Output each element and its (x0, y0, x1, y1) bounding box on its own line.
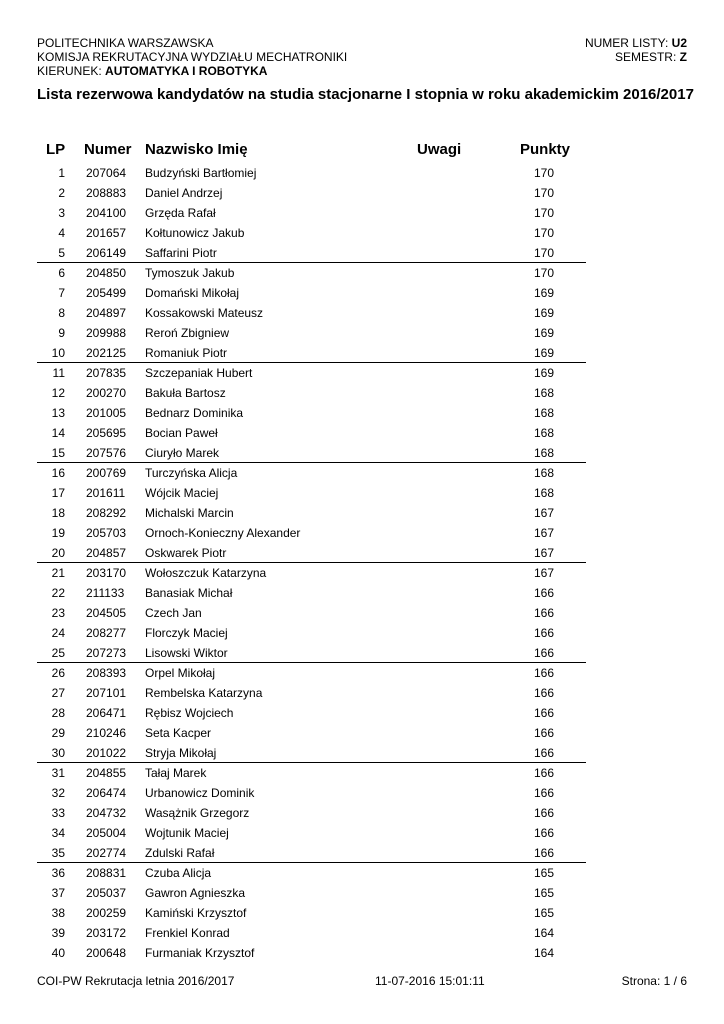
table-row (0, 683, 724, 703)
cell-points: 168 (533, 486, 554, 500)
cell-name: Saffarini Piotr (145, 246, 217, 260)
cell-numer: 207576 (86, 446, 127, 460)
table-row (0, 703, 724, 723)
cell-points: 165 (533, 886, 554, 900)
cell-points: 166 (533, 706, 554, 720)
table-row (0, 583, 724, 603)
cell-points: 166 (533, 626, 554, 640)
cell-lp: 36 (51, 866, 65, 880)
cell-points: 167 (533, 546, 554, 560)
cell-lp: 2 (58, 186, 65, 200)
cell-name: Szczepaniak Hubert (145, 366, 253, 380)
table-row (0, 643, 724, 663)
cell-numer: 202125 (86, 346, 127, 360)
cell-lp: 32 (51, 786, 65, 800)
cell-points: 167 (533, 506, 554, 520)
semester (585, 50, 687, 64)
cell-points: 166 (533, 606, 554, 620)
cell-numer: 204855 (86, 766, 127, 780)
cell-lp: 33 (51, 806, 65, 820)
cell-name: Kossakowski Mateusz (145, 306, 264, 320)
cell-lp: 35 (51, 846, 65, 860)
table-row (0, 883, 724, 903)
cell-lp: 16 (51, 466, 65, 480)
cell-points: 166 (533, 766, 554, 780)
table-row (0, 283, 724, 303)
table-row (0, 183, 724, 203)
cell-points: 168 (533, 386, 554, 400)
cell-numer: 206474 (86, 786, 127, 800)
footer-page-number: Strona: 1 / 6 (621, 974, 687, 988)
page-title: Lista rezerwowa kandydatów na studia stacjonarne I stopnia w roku akademickim 2016/2017 (37, 86, 694, 103)
cell-numer: 200648 (86, 946, 127, 960)
cell-points: 170 (533, 226, 554, 240)
table-row (0, 843, 724, 863)
cell-numer: 205703 (86, 526, 127, 540)
cell-points: 166 (533, 826, 554, 840)
cell-points: 169 (533, 286, 554, 300)
cell-points: 168 (533, 446, 554, 460)
cell-name: Domański Mikołaj (145, 286, 240, 300)
table-row (0, 343, 724, 363)
cell-lp: 18 (51, 506, 65, 520)
table-row (0, 743, 724, 763)
cell-lp: 10 (51, 346, 65, 360)
cell-points: 170 (533, 166, 554, 180)
cell-numer: 200270 (86, 386, 127, 400)
cell-lp: 12 (51, 386, 65, 400)
cell-points: 170 (533, 206, 554, 220)
cell-lp: 28 (51, 706, 65, 720)
cell-numer: 205695 (86, 426, 127, 440)
header-institution (37, 36, 347, 78)
cell-lp: 13 (51, 406, 65, 420)
cell-lp: 3 (58, 206, 65, 220)
cell-name: Wójcik Maciej (145, 486, 219, 500)
table-row (0, 163, 724, 183)
table-row (0, 723, 724, 743)
cell-lp: 1 (58, 166, 65, 180)
table-row (0, 483, 724, 503)
table-row (0, 463, 724, 483)
cell-points: 166 (533, 726, 554, 740)
cell-points: 166 (533, 786, 554, 800)
table-row (0, 423, 724, 443)
cell-points: 166 (533, 686, 554, 700)
cell-name: Romaniuk Piotr (145, 346, 228, 360)
cell-lp: 22 (51, 586, 65, 600)
cell-name: Wojtunik Maciej (145, 826, 229, 840)
cell-points: 167 (533, 526, 554, 540)
cell-name: Furmaniak Krzysztof (145, 946, 255, 960)
table-row (0, 663, 724, 683)
cell-lp: 8 (58, 306, 65, 320)
cell-points: 169 (533, 306, 554, 320)
cell-numer: 201657 (86, 226, 127, 240)
cell-numer: 206471 (86, 706, 127, 720)
cell-name: Stryja Mikołaj (145, 746, 217, 760)
footer-timestamp: 11-07-2016 15:01:11 (375, 974, 485, 988)
table-row (0, 603, 724, 623)
cell-numer: 208883 (86, 186, 127, 200)
table-row (0, 903, 724, 923)
table-row (0, 543, 724, 563)
cell-lp: 27 (51, 686, 65, 700)
cell-name: Michalski Marcin (145, 506, 234, 520)
cell-name: Seta Kacper (145, 726, 212, 740)
cell-lp: 9 (58, 326, 65, 340)
cell-points: 166 (533, 746, 554, 760)
cell-numer: 205004 (86, 826, 127, 840)
table-row (0, 763, 724, 783)
table-row (0, 303, 724, 323)
cell-points: 165 (533, 866, 554, 880)
table-row (0, 403, 724, 423)
cell-lp: 34 (51, 826, 65, 840)
cell-numer: 208277 (86, 626, 127, 640)
cell-name: Bocian Paweł (145, 426, 218, 440)
semester-label: SEMESTR: (614, 50, 677, 64)
cell-points: 169 (533, 366, 554, 380)
table-row (0, 323, 724, 343)
table-row (0, 503, 724, 523)
cell-points: 168 (533, 406, 554, 420)
cell-points: 166 (533, 586, 554, 600)
column-header-lp: LP (46, 141, 66, 158)
cell-name: Daniel Andrzej (145, 186, 223, 200)
cell-name: Frenkiel Konrad (145, 926, 230, 940)
cell-name: Banasiak Michał (145, 586, 233, 600)
cell-points: 166 (533, 806, 554, 820)
table-header (0, 141, 724, 161)
cell-points: 164 (533, 946, 554, 960)
cell-lp: 40 (51, 946, 65, 960)
cell-name: Rębisz Wojciech (145, 706, 234, 720)
cell-name: Orpel Mikołaj (145, 666, 216, 680)
footer-system: COI-PW Rekrutacja letnia 2016/2017 (37, 974, 235, 988)
cell-lp: 21 (51, 566, 65, 580)
cell-points: 169 (533, 326, 554, 340)
column-header-uwagi: Uwagi (417, 141, 462, 158)
cell-lp: 4 (58, 226, 65, 240)
field-value: AUTOMATYKA I ROBOTYKA (105, 64, 268, 78)
table-row (0, 783, 724, 803)
table-row (0, 203, 724, 223)
table-row (0, 443, 724, 463)
candidate-table (0, 163, 724, 963)
cell-name: Bakuła Bartosz (145, 386, 226, 400)
cell-name: Turczyńska Alicja (145, 466, 238, 480)
cell-lp: 31 (51, 766, 65, 780)
cell-points: 166 (533, 646, 554, 660)
cell-numer: 204100 (86, 206, 127, 220)
cell-numer: 209988 (86, 326, 127, 340)
cell-numer: 201611 (86, 486, 126, 500)
cell-name: Kamiński Krzysztof (145, 906, 247, 920)
table-row (0, 823, 724, 843)
cell-name: Bednarz Dominika (145, 406, 244, 420)
cell-lp: 15 (51, 446, 65, 460)
cell-name: Czuba Alicja (145, 866, 212, 880)
cell-points: 164 (533, 926, 554, 940)
cell-name: Tałaj Marek (145, 766, 207, 780)
cell-lp: 5 (58, 246, 65, 260)
header-list-info (585, 36, 687, 64)
cell-numer: 203170 (86, 566, 127, 580)
column-header-numer: Numer (84, 141, 132, 158)
cell-numer: 201005 (86, 406, 127, 420)
cell-name: Lisowski Wiktor (145, 646, 228, 660)
cell-lp: 25 (51, 646, 65, 660)
cell-numer: 205499 (86, 286, 127, 300)
cell-numer: 208831 (86, 866, 127, 880)
cell-lp: 14 (51, 426, 65, 440)
cell-lp: 26 (51, 666, 65, 680)
semester-value: Z (679, 50, 687, 64)
cell-points: 170 (533, 246, 554, 260)
cell-lp: 7 (58, 286, 65, 300)
cell-numer: 208393 (86, 666, 127, 680)
cell-numer: 204897 (86, 306, 127, 320)
cell-lp: 20 (51, 546, 65, 560)
table-row (0, 923, 724, 943)
table-row (0, 383, 724, 403)
cell-numer: 204850 (86, 266, 127, 280)
table-row (0, 263, 724, 283)
cell-lp: 37 (51, 886, 65, 900)
field-label: KIERUNEK: (37, 64, 102, 78)
cell-name: Gawron Agnieszka (145, 886, 246, 900)
cell-lp: 29 (51, 726, 65, 740)
cell-numer: 204732 (86, 806, 127, 820)
cell-numer: 207101 (86, 686, 127, 700)
cell-numer: 204505 (86, 606, 127, 620)
table-row (0, 523, 724, 543)
cell-numer: 206149 (86, 246, 127, 260)
column-header-punkty: Punkty (520, 141, 571, 158)
cell-points: 169 (533, 346, 554, 360)
cell-points: 170 (533, 186, 554, 200)
table-row (0, 223, 724, 243)
cell-name: Urbanowicz Dominik (145, 786, 255, 800)
university-name: POLITECHNIKA WARSZAWSKA (37, 36, 214, 50)
cell-name: Zdulski Rafał (145, 846, 215, 860)
cell-points: 167 (533, 566, 554, 580)
cell-points: 166 (533, 666, 554, 680)
cell-lp: 38 (51, 906, 65, 920)
cell-name: Grzęda Rafał (145, 206, 216, 220)
cell-lp: 39 (51, 926, 65, 940)
cell-name: Budzyński Bartłomiej (145, 166, 257, 180)
table-row (0, 863, 724, 883)
cell-name: Rembelska Katarzyna (145, 686, 263, 700)
cell-lp: 17 (51, 486, 65, 500)
list-number-value: U2 (671, 36, 687, 50)
column-header-name: Nazwisko Imię (145, 141, 248, 158)
cell-numer: 207064 (86, 166, 127, 180)
cell-numer: 211133 (86, 586, 125, 600)
cell-name: Reroń Zbigniew (145, 326, 230, 340)
cell-numer: 207835 (86, 366, 127, 380)
cell-name: Wasążnik Grzegorz (145, 806, 250, 820)
cell-name: Oskwarek Piotr (145, 546, 227, 560)
cell-points: 168 (533, 426, 554, 440)
committee-name: KOMISJA REKRUTACYJNA WYDZIAŁU MECHATRONIKI (37, 50, 348, 64)
cell-numer: 204857 (86, 546, 127, 560)
cell-name: Florczyk Maciej (145, 626, 228, 640)
cell-name: Czech Jan (145, 606, 202, 620)
table-row (0, 943, 724, 963)
cell-points: 170 (533, 266, 554, 280)
list-number-label: NUMER LISTY: (584, 36, 669, 50)
cell-lp: 19 (51, 526, 65, 540)
cell-numer: 203172 (86, 926, 127, 940)
list-number (585, 36, 687, 50)
cell-points: 166 (533, 846, 554, 860)
table-row (0, 623, 724, 643)
cell-numer: 200769 (86, 466, 127, 480)
cell-name: Ornoch-Konieczny Alexander (145, 526, 301, 540)
cell-numer: 205037 (86, 886, 127, 900)
cell-numer: 202774 (86, 846, 127, 860)
cell-lp: 11 (52, 366, 65, 380)
cell-points: 168 (533, 466, 554, 480)
field-of-study (37, 64, 347, 78)
cell-numer: 207273 (86, 646, 127, 660)
cell-lp: 30 (51, 746, 65, 760)
cell-name: Tymoszuk Jakub (145, 266, 235, 280)
cell-name: Ciuryło Marek (145, 446, 220, 460)
cell-lp: 24 (51, 626, 65, 640)
cell-lp: 23 (51, 606, 65, 620)
cell-numer: 208292 (86, 506, 127, 520)
cell-numer: 201022 (86, 746, 127, 760)
table-row (0, 803, 724, 823)
table-row (0, 243, 724, 263)
cell-numer: 200259 (86, 906, 127, 920)
cell-name: Wołoszczuk Katarzyna (145, 566, 267, 580)
cell-points: 165 (533, 906, 554, 920)
table-row (0, 563, 724, 583)
cell-lp: 6 (58, 266, 65, 280)
cell-name: Kołtunowicz Jakub (145, 226, 245, 240)
table-row (0, 363, 724, 383)
cell-numer: 210246 (86, 726, 127, 740)
